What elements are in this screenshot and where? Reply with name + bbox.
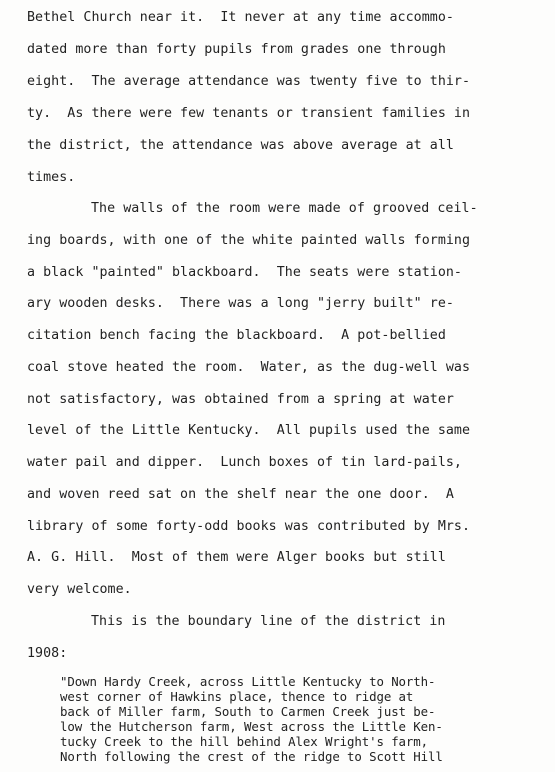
text-line: ty. As there were few tenants or transient families in xyxy=(27,106,471,121)
quote-line: "Down Hardy Creek, across Little Kentucky to North- xyxy=(60,674,436,689)
text-line: eight. The average attendance was twenty five to thir- xyxy=(27,74,471,89)
text-line: ary wooden desks. There was a long "jerry built" re- xyxy=(27,296,454,311)
text-line: level of the Little Kentucky. All pupils used the same xyxy=(27,423,471,438)
text-line: not satisfactory, was obtained from a spring at water xyxy=(27,392,454,407)
text-line: times. xyxy=(27,170,76,185)
text-line: water pail and dipper. Lunch boxes of tin lard-pails, xyxy=(27,455,462,470)
text-line: library of some forty-odd books was contributed by Mrs. xyxy=(27,519,471,534)
text-line: A. G. Hill. Most of them were Alger books but still xyxy=(27,550,446,565)
quote-line: tucky Creek to the hill behind Alex Wright's farm, xyxy=(60,734,428,749)
quote-line: west corner of Hawkins place, thence to ridge at xyxy=(60,689,414,704)
quote-line: low the Hutcherson farm, West across the Little Ken- xyxy=(60,719,443,734)
text-line: dated more than forty pupils from grades one through xyxy=(27,42,446,57)
text-line: ing boards, with one of the white painted walls forming xyxy=(27,233,471,248)
text-line: a black "painted" blackboard. The seats were station- xyxy=(27,265,462,280)
text-line: This is the boundary line of the district in xyxy=(91,614,446,629)
text-line: very welcome. xyxy=(27,582,132,597)
quote-line: back of Miller farm, South to Carmen Creek just be- xyxy=(60,704,436,719)
text-line: The walls of the room were made of grooved ceil- xyxy=(91,201,478,216)
text-line: and woven reed sat on the shelf near the one door. A xyxy=(27,487,454,502)
text-line: citation bench facing the blackboard. A pot-bellied xyxy=(27,328,446,343)
text-line: coal stove heated the room. Water, as the dug-well was xyxy=(27,360,471,375)
text-line: the district, the attendance was above average at all xyxy=(27,138,454,153)
text-line: 1908: xyxy=(27,646,68,661)
text-line: Bethel Church near it. It never at any time accommo- xyxy=(27,10,454,25)
quote-line: North following the crest of the ridge to Scott Hill xyxy=(60,749,443,764)
